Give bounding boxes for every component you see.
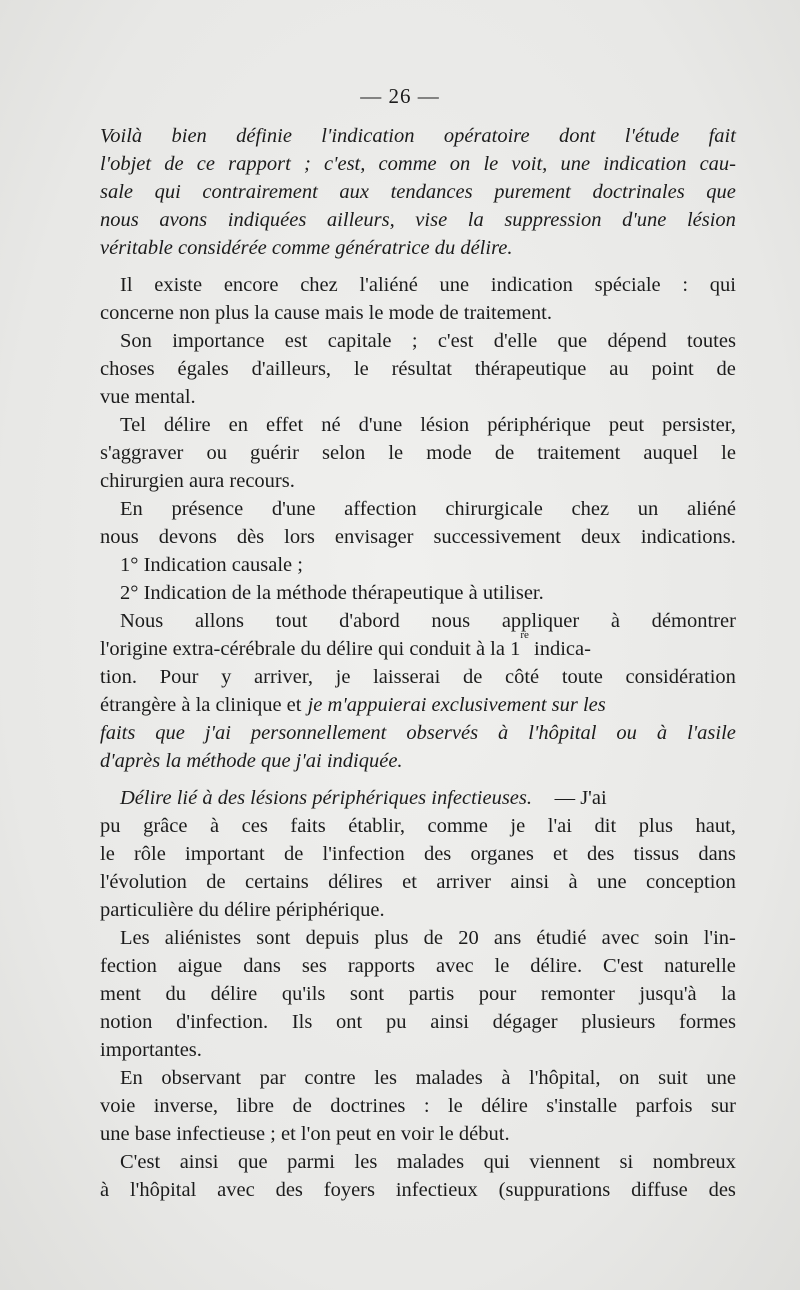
- word: (suppurations: [498, 1179, 611, 1201]
- text-segment: l'origine extra-cérébrale du délire qui conduit à la 1: [100, 638, 521, 660]
- word: ainsi: [179, 1151, 219, 1173]
- word: naturelle: [664, 955, 736, 977]
- word: aux: [339, 181, 370, 203]
- word: de: [164, 153, 184, 175]
- word: de: [462, 666, 483, 688]
- word: côté: [504, 666, 540, 688]
- word: guérir: [250, 442, 299, 464]
- word: suit: [658, 1067, 688, 1089]
- text-line: [100, 1064, 736, 1092]
- word: au: [609, 358, 629, 380]
- word: ;: [411, 330, 418, 352]
- word: faits: [290, 815, 326, 837]
- word: tout: [275, 610, 308, 632]
- word: jusqu'à: [639, 983, 697, 1005]
- word: d'infection.: [176, 1011, 269, 1033]
- word: observés: [406, 722, 479, 744]
- word: l'étude: [624, 125, 680, 147]
- word: arriver: [436, 871, 491, 893]
- word: l'hôpital: [129, 1179, 197, 1201]
- word: un: [637, 498, 659, 520]
- word: malades: [415, 1067, 483, 1089]
- word: c'est,: [323, 153, 366, 175]
- word: observant: [161, 1067, 242, 1089]
- word: Les: [120, 927, 150, 949]
- text-line: [100, 952, 736, 980]
- word: En: [120, 498, 143, 520]
- word: lésion: [686, 209, 736, 231]
- word: chez: [300, 274, 338, 296]
- word: envisager: [334, 526, 414, 548]
- word: C'est: [603, 955, 644, 977]
- word: aliénistes: [164, 927, 242, 949]
- word: ces: [241, 815, 268, 837]
- text-line: [100, 924, 736, 952]
- word: dépend: [607, 330, 667, 352]
- word: l'évolution: [100, 871, 187, 893]
- word: devons: [158, 526, 217, 548]
- word: indiquées: [227, 209, 307, 231]
- word: nous: [431, 610, 471, 632]
- word: conception: [645, 871, 736, 893]
- word: dès: [236, 526, 265, 548]
- text-line: [100, 812, 736, 840]
- word: qu'ils: [281, 983, 326, 1005]
- word: le: [721, 442, 736, 464]
- word: de: [716, 358, 736, 380]
- word: persister,: [662, 414, 736, 436]
- word: c'est: [437, 330, 474, 352]
- word: :: [682, 274, 689, 296]
- text-line: [100, 784, 736, 812]
- word: Voilà: [100, 125, 143, 147]
- text-line: [100, 691, 736, 719]
- text-line: [100, 150, 736, 178]
- text-line: [100, 1092, 736, 1120]
- text-line: 1° Indication causale ;: [120, 554, 303, 576]
- word: malades: [396, 1151, 465, 1173]
- word: de: [494, 442, 515, 464]
- word: et: [402, 871, 417, 893]
- word: allons: [194, 610, 244, 632]
- word: viennent: [529, 1151, 600, 1173]
- text-line: concerne non plus la cause mais le mode de traitement.: [100, 302, 552, 324]
- text-line: chirurgien aura recours.: [100, 470, 295, 492]
- word: ans: [493, 927, 522, 949]
- word: des: [275, 1179, 303, 1201]
- word: aliéné: [687, 498, 736, 520]
- word: et: [553, 843, 568, 865]
- word: chirurgicale: [445, 498, 543, 520]
- text-line: [100, 1008, 736, 1036]
- word: voie: [100, 1095, 136, 1117]
- word: Tel: [120, 414, 146, 436]
- word: de: [206, 871, 226, 893]
- word: soin: [654, 927, 689, 949]
- word: selon: [322, 442, 366, 464]
- word: doctrinales: [592, 181, 685, 203]
- word: tendances: [390, 181, 473, 203]
- word: ainsi: [510, 871, 550, 893]
- text-line: [100, 271, 736, 299]
- word: que: [557, 330, 588, 352]
- text-line: [100, 719, 736, 747]
- word: sont: [256, 927, 291, 949]
- word: pu: [100, 815, 121, 837]
- word: contre: [304, 1067, 356, 1089]
- text-line: [100, 607, 736, 635]
- word: démontrer: [651, 610, 736, 632]
- text-line: [100, 663, 736, 691]
- text-line: [100, 122, 736, 150]
- word: haut,: [695, 815, 736, 837]
- word: thérapeutique: [474, 358, 587, 380]
- word: affection: [344, 498, 417, 520]
- word: de: [423, 927, 444, 949]
- word: aigue: [177, 955, 223, 977]
- word: depuis: [305, 927, 360, 949]
- text-line: [100, 495, 736, 523]
- text-line: [100, 1148, 736, 1176]
- word: capitale: [327, 330, 392, 352]
- word: à: [100, 1179, 110, 1201]
- word: qui: [154, 181, 181, 203]
- word: d'ailleurs,: [251, 358, 332, 380]
- word: ses: [301, 955, 327, 977]
- word: ment: [100, 983, 141, 1005]
- word: cau-: [699, 153, 736, 175]
- word: les: [354, 1151, 378, 1173]
- word: ou: [616, 722, 637, 744]
- text-line: [100, 629, 736, 663]
- word: effet: [266, 414, 304, 436]
- word: 20: [458, 927, 479, 949]
- word: l'in-: [703, 927, 736, 949]
- word: foyers: [323, 1179, 375, 1201]
- word: auquel: [643, 442, 699, 464]
- word: l'aliéné: [359, 274, 418, 296]
- word: Nous: [120, 610, 164, 632]
- text-line: [100, 206, 736, 234]
- word: avec: [217, 1179, 255, 1201]
- word: des: [587, 843, 615, 865]
- word: contrairement: [202, 181, 318, 203]
- word: doctrines: [330, 1095, 406, 1117]
- word: chez: [571, 498, 610, 520]
- word: délire.: [530, 955, 583, 977]
- word: importance: [172, 330, 265, 352]
- word: égales: [177, 358, 229, 380]
- text-line: 2° Indication de la méthode thérapeutique à utiliser.: [120, 582, 544, 604]
- word: le: [494, 955, 510, 977]
- word: lors: [284, 526, 315, 548]
- word: rapport: [228, 153, 291, 175]
- word: d'une: [358, 414, 403, 436]
- word: :: [423, 1095, 430, 1117]
- word: choses: [100, 358, 155, 380]
- word: à: [568, 871, 578, 893]
- word: le: [388, 442, 404, 464]
- word: je: [510, 815, 526, 837]
- word: une: [560, 153, 591, 175]
- word: Ils: [291, 1011, 313, 1033]
- word: fait: [708, 125, 736, 147]
- word: l'infection: [322, 843, 405, 865]
- word: sale: [100, 181, 134, 203]
- word: personnellement: [250, 722, 387, 744]
- word: suppression: [504, 209, 602, 231]
- text-line: [100, 178, 736, 206]
- word: comme: [427, 815, 488, 837]
- word: la: [467, 209, 484, 231]
- word: délire: [163, 414, 211, 436]
- word: certains: [244, 871, 309, 893]
- text-line: d'après la méthode que j'ai indiquée.: [100, 750, 403, 772]
- text-segment-italic: je m'appuierai exclusivement sur les: [307, 694, 606, 716]
- word: délire: [481, 1095, 528, 1117]
- word: partis: [408, 983, 455, 1005]
- word: bien: [171, 125, 207, 147]
- word: nous: [100, 209, 139, 231]
- word: sur: [710, 1095, 736, 1117]
- word: ainsi: [430, 1011, 469, 1033]
- word: successivement: [433, 526, 561, 548]
- word: avons: [159, 209, 208, 231]
- word: dans: [243, 955, 281, 977]
- word: fection: [100, 955, 157, 977]
- word: deux: [580, 526, 621, 548]
- text-line: [100, 980, 736, 1008]
- word: ce: [196, 153, 215, 175]
- word: s'installe: [546, 1095, 618, 1117]
- word: s'aggraver: [100, 442, 184, 464]
- word: arriver,: [254, 666, 313, 688]
- word: plus: [374, 927, 409, 949]
- word: formes: [679, 1011, 736, 1033]
- word: délire: [210, 983, 258, 1005]
- word: indications.: [640, 526, 736, 548]
- word: le: [100, 843, 115, 865]
- word: d'elle: [493, 330, 538, 352]
- word: l'asile: [687, 722, 736, 744]
- text-segment: étrangère à la clinique et: [100, 694, 302, 716]
- word: dit: [594, 815, 617, 837]
- word: infectieux: [395, 1179, 478, 1201]
- word: peut: [608, 414, 645, 436]
- word: ont: [336, 1011, 363, 1033]
- word: remonter: [540, 983, 615, 1005]
- word: diffuse: [631, 1179, 688, 1201]
- word: Son: [120, 330, 152, 352]
- word: présence: [171, 498, 244, 520]
- word: délires: [328, 871, 383, 893]
- word: l'ai: [547, 815, 572, 837]
- word: que: [155, 722, 185, 744]
- word: mode: [426, 442, 472, 464]
- word: j'ai: [204, 722, 231, 744]
- word: une: [439, 274, 470, 296]
- text-line: [100, 327, 736, 355]
- word: à: [498, 722, 509, 744]
- word: à: [656, 722, 668, 744]
- word: point: [651, 358, 694, 380]
- word: laisserai: [373, 666, 441, 688]
- word: toute: [561, 666, 603, 688]
- word: à: [210, 815, 220, 837]
- word: on: [449, 153, 471, 175]
- text-line: importantes.: [100, 1039, 202, 1061]
- word: né: [321, 414, 341, 436]
- word: parfois: [635, 1095, 693, 1117]
- word: si: [619, 1151, 634, 1173]
- word: libre: [236, 1095, 275, 1117]
- word: rapports: [347, 955, 416, 977]
- word: ;: [303, 153, 311, 175]
- text-line: une base infectieuse ; et l'on peut en voir le début.: [100, 1123, 510, 1145]
- text-segment: — J'ai: [554, 787, 607, 809]
- word: est: [284, 330, 308, 352]
- word: on: [619, 1067, 640, 1089]
- word: encore: [223, 274, 279, 296]
- word: indication: [490, 274, 573, 296]
- text-line: [100, 840, 736, 868]
- word: nous: [100, 526, 139, 548]
- word: d'une: [622, 209, 667, 231]
- word: l'objet: [100, 153, 152, 175]
- word: à: [610, 610, 620, 632]
- word: des: [423, 843, 452, 865]
- superscript: re: [520, 629, 529, 641]
- text-line: [100, 523, 736, 551]
- word: inverse,: [153, 1095, 219, 1117]
- text-line: [100, 868, 736, 896]
- word: plusieurs: [581, 1011, 656, 1033]
- word: nombreux: [652, 1151, 736, 1173]
- text-line: [100, 439, 736, 467]
- word: de: [283, 843, 304, 865]
- word: résultat: [391, 358, 452, 380]
- word: Pour: [159, 666, 199, 688]
- word: d'abord: [339, 610, 400, 632]
- word: toutes: [686, 330, 736, 352]
- word: que: [706, 181, 736, 203]
- word: ailleurs,: [326, 209, 395, 231]
- word: important: [185, 843, 265, 865]
- word: pour: [478, 983, 517, 1005]
- word: le: [483, 153, 499, 175]
- word: étudié: [536, 927, 587, 949]
- word: l'indication: [321, 125, 415, 147]
- word: sont: [349, 983, 385, 1005]
- word: la: [721, 983, 736, 1005]
- word: tion.: [100, 666, 138, 688]
- word: grâce: [143, 815, 188, 837]
- word: l'hôpital: [528, 722, 597, 744]
- word: le: [447, 1095, 463, 1117]
- word: vise: [415, 209, 448, 231]
- text-line: véritable considérée comme génératrice du délire.: [100, 237, 513, 259]
- text-line: [100, 355, 736, 383]
- word: voit,: [511, 153, 548, 175]
- word: des: [708, 1179, 736, 1201]
- word: à: [501, 1067, 511, 1089]
- word: parmi: [287, 1151, 335, 1173]
- word: faits: [100, 722, 136, 744]
- word: purement: [494, 181, 571, 203]
- word: que: [237, 1151, 268, 1173]
- text-segment: indica-: [528, 638, 591, 660]
- word: une: [706, 1067, 736, 1089]
- word: dont: [558, 125, 596, 147]
- text-line: [100, 1176, 736, 1204]
- text-line: vue mental.: [100, 386, 196, 408]
- word: établir,: [348, 815, 405, 837]
- word: traitement: [537, 442, 621, 464]
- word: dégager: [492, 1011, 558, 1033]
- word: indication: [603, 153, 687, 175]
- word: rôle: [133, 843, 166, 865]
- word: tissus: [633, 843, 680, 865]
- word: plus: [638, 815, 673, 837]
- word: y: [221, 666, 232, 688]
- word: le: [353, 358, 369, 380]
- word: notion: [100, 1011, 153, 1033]
- word: une: [596, 871, 627, 893]
- word: lésion: [420, 414, 470, 436]
- word: C'est: [120, 1151, 161, 1173]
- word: qui: [483, 1151, 510, 1173]
- word: par: [259, 1067, 286, 1089]
- word: ou: [206, 442, 227, 464]
- word: les: [374, 1067, 397, 1089]
- text-line: particulière du délire périphérique.: [100, 899, 385, 921]
- word: comme: [378, 153, 437, 175]
- word: de: [292, 1095, 312, 1117]
- word: organes: [470, 843, 534, 865]
- word: considération: [625, 666, 736, 688]
- word: d'une: [271, 498, 316, 520]
- word: en: [228, 414, 248, 436]
- word: pu: [385, 1011, 407, 1033]
- word: En: [120, 1067, 143, 1089]
- word: du: [165, 983, 187, 1005]
- word: périphérique: [487, 414, 591, 436]
- word: je: [335, 666, 351, 688]
- section-heading: Délire lié à des lésions périphériques infectieuses.: [120, 787, 533, 809]
- word: appliquer: [501, 610, 580, 632]
- word: dans: [698, 843, 736, 865]
- word: définie: [236, 125, 292, 147]
- word: qui: [709, 274, 736, 296]
- word: Il: [120, 274, 133, 296]
- word: spéciale: [594, 274, 661, 296]
- word: opératoire: [443, 125, 530, 147]
- body-text: [100, 122, 736, 1204]
- word: existe: [154, 274, 203, 296]
- page-number: — 26 —: [360, 84, 440, 108]
- word: avec: [436, 955, 474, 977]
- text-line: [100, 411, 736, 439]
- word: avec: [601, 927, 640, 949]
- word: l'hôpital,: [529, 1067, 601, 1089]
